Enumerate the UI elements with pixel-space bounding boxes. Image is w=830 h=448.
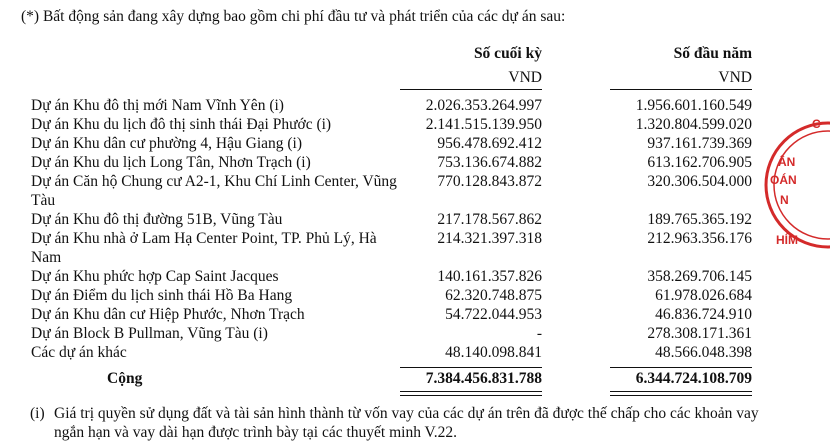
- subtotal-rule-c1: [400, 367, 542, 368]
- col-unit-start-year: VND: [718, 69, 752, 86]
- end-period-value: 217.178.567.862: [437, 211, 542, 228]
- project-name: Các dự án khác: [31, 344, 127, 361]
- end-period-value: 214.321.397.318: [437, 230, 542, 247]
- project-name: Dự án Khu dân cư Hiệp Phước, Nhơn Trạch: [31, 306, 305, 323]
- start-year-value: 189.765.365.192: [647, 211, 752, 228]
- stamp-letters: C: [812, 117, 821, 131]
- project-name: Dự án Khu nhà ở Lam Hạ Center Point, TP. Phủ Lý, Hà Nam: [31, 230, 377, 266]
- end-period-value: 956.478.692.412: [437, 135, 542, 152]
- table-row: [0, 286, 796, 305]
- end-period-value: 140.161.357.826: [437, 268, 542, 285]
- total-double-rule-c2: [610, 391, 752, 396]
- table-row: [0, 172, 796, 210]
- table-row: [0, 229, 796, 267]
- end-period-value: 2.026.353.264.997: [425, 97, 542, 114]
- start-year-value: 46.836.724.910: [655, 306, 752, 323]
- footnote-mark: (i): [30, 405, 45, 422]
- project-name: Dự án Khu đô thị đường 51B, Vũng Tàu: [31, 211, 283, 228]
- project-table: [0, 96, 796, 362]
- footnote-text: Giá trị quyền sử dụng đất và tài sản hình thành từ vốn vay của các dự án trên đã được thế chấp cho các khoản vay ngắn hạn và vay dài hạn được trình bày tại các thuyết minh V.22.: [54, 405, 759, 441]
- stamp-letters: N: [780, 193, 789, 207]
- start-year-value: 613.162.706.905: [647, 154, 752, 171]
- start-year-value: 358.269.706.145: [647, 268, 752, 285]
- project-name: Dự án Điểm du lịch sinh thái Hồ Ba Hang: [31, 287, 293, 304]
- table-row: [0, 115, 796, 134]
- start-year-value: 320.306.504.000: [647, 173, 752, 190]
- project-name: Dự án Block B Pullman, Vũng Tàu (i): [31, 325, 268, 342]
- header-rule-c2: [610, 89, 752, 90]
- start-year-value: 212.963.356.176: [647, 230, 752, 247]
- total-label: Cộng: [107, 370, 143, 387]
- stamp-letters: HÍM: [776, 233, 798, 247]
- end-period-value: 48.140.098.841: [445, 344, 542, 361]
- end-period-value: 2.141.515.139.950: [425, 116, 542, 133]
- project-name: Dự án Khu dân cư phường 4, Hậu Giang (i): [31, 135, 303, 152]
- project-name: Dự án Khu du lịch đô thị sinh thái Đại Phước (i): [31, 116, 332, 133]
- col-header-start-year: Số đầu năm: [673, 45, 752, 62]
- stamp-letters: OÁN: [770, 173, 797, 187]
- total-double-rule-c1: [400, 391, 542, 396]
- project-name: Dự án Căn hộ Chung cư A2-1, Khu Chí Linh Center, Vũng Tàu: [31, 173, 397, 209]
- intro-text: (*) Bất động sản đang xây dựng bao gồm chi phí đầu tư và phát triển của các dự án sau:: [21, 8, 566, 25]
- header-rule-c1: [400, 89, 542, 90]
- start-year-value: 937.161.739.369: [647, 135, 752, 152]
- total-end-period: 7.384.456.831.788: [425, 370, 542, 387]
- start-year-value: 48.566.048.398: [655, 344, 752, 361]
- company-seal-stamp: [760, 100, 830, 270]
- table-row: [0, 153, 796, 172]
- col-unit-end-period: VND: [508, 69, 542, 86]
- subtotal-rule-c2: [610, 367, 752, 368]
- start-year-value: 1.956.601.160.549: [635, 97, 752, 114]
- start-year-value: 278.308.171.361: [647, 325, 752, 342]
- end-period-value: 770.128.843.872: [437, 173, 542, 190]
- stamp-letters: ÂN: [778, 155, 796, 169]
- table-row: [0, 305, 796, 324]
- end-period-value: 62.320.748.875: [445, 287, 542, 304]
- col-header-end-period: Số cuối kỳ: [473, 45, 542, 62]
- end-period-value: 54.722.044.953: [445, 306, 542, 323]
- total-start-year: 6.344.724.108.709: [635, 370, 752, 387]
- table-row: [0, 96, 796, 115]
- start-year-value: 1.320.804.599.020: [635, 116, 752, 133]
- total-row: [0, 369, 796, 389]
- end-period-value: -: [536, 325, 542, 342]
- start-year-value: 61.978.026.684: [655, 287, 752, 304]
- project-name: Dự án Khu du lịch Long Tân, Nhơn Trạch (i): [31, 154, 311, 171]
- table-row: [0, 210, 796, 229]
- project-name: Dự án Khu phức hợp Cap Saint Jacques: [31, 268, 279, 285]
- table-row: [0, 324, 796, 343]
- end-period-value: 753.136.674.882: [437, 154, 542, 171]
- table-row: [0, 134, 796, 153]
- table-row: [0, 267, 796, 286]
- table-row: [0, 343, 796, 362]
- project-name: Dự án Khu đô thị mới Nam Vĩnh Yên (i): [31, 97, 284, 114]
